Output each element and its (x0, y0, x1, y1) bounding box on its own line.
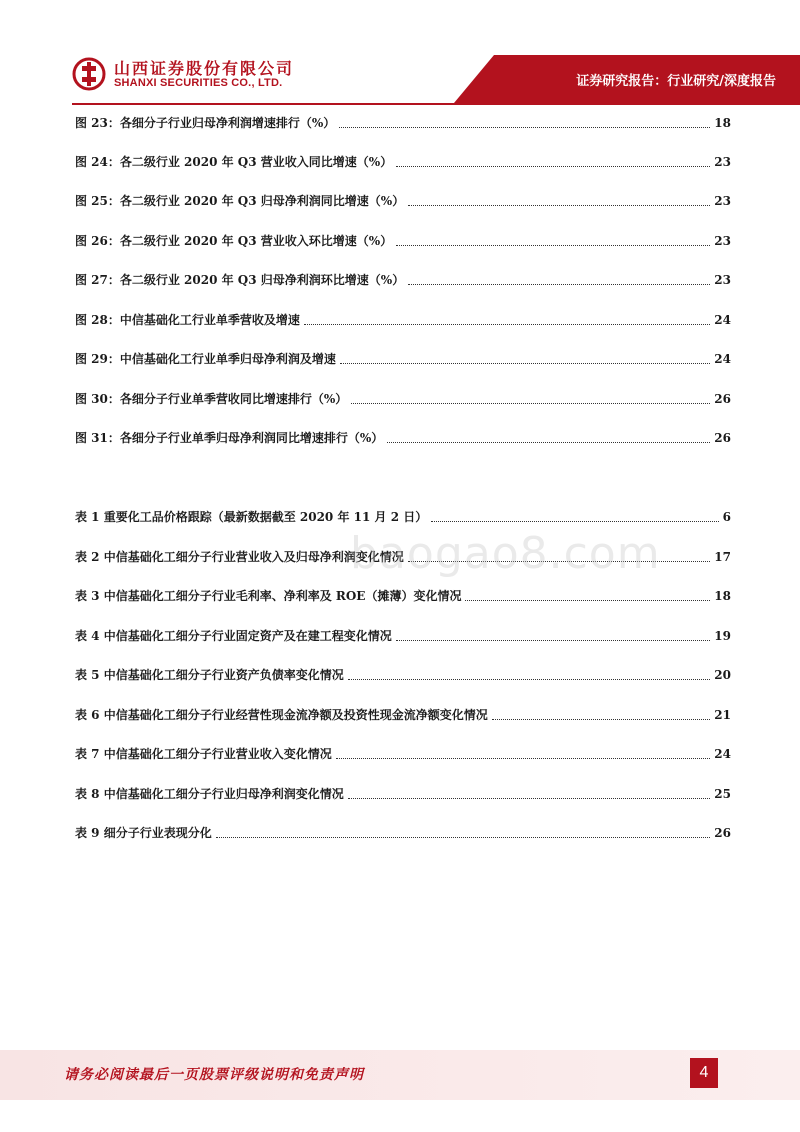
toc-page-number: 19 (714, 629, 731, 643)
toc-leader-dots (396, 166, 710, 167)
toc-leader-dots (431, 521, 718, 522)
toc-page-number: 21 (714, 708, 731, 722)
toc-leader-dots (339, 127, 710, 128)
company-name-cn: 山西证券股份有限公司 (114, 59, 295, 78)
page-number: 4 (690, 1058, 718, 1088)
toc-page-number: 23 (714, 194, 731, 208)
toc-entry[interactable] (75, 627, 731, 647)
page-header (0, 0, 800, 112)
toc-label: 图 27：各二级行业 2020 年 Q3 归母净利润环比增速（%） (75, 273, 405, 287)
toc-label: 图 26：各二级行业 2020 年 Q3 营业收入环比增速（%） (75, 234, 393, 248)
toc-page-number: 18 (714, 116, 731, 130)
toc-entry[interactable] (75, 192, 731, 212)
toc-leader-dots (396, 245, 710, 246)
toc-leader-dots (465, 600, 710, 601)
toc-leader-dots (387, 442, 710, 443)
toc-page-number: 24 (714, 747, 731, 761)
toc-entry[interactable] (75, 232, 731, 252)
toc-label: 表 1 重要化工品价格跟踪（最新数据截至 2020 年 11 月 2 日） (75, 510, 428, 524)
toc-leader-dots (336, 758, 711, 759)
toc-page-number: 23 (714, 273, 731, 287)
toc-leader-dots (396, 640, 711, 641)
toc-label: 表 3 中信基础化工细分子行业毛利率、净利率及 ROE（摊薄）变化情况 (75, 589, 462, 603)
toc-entry[interactable] (75, 824, 731, 844)
toc-leader-dots (492, 719, 711, 720)
toc-page-number: 23 (714, 155, 731, 169)
watermark: baogao8.com (350, 528, 661, 579)
toc-page-number: 17 (714, 550, 731, 564)
footer-disclaimer: 请务必阅读最后一页股票评级说明和免责声明 (64, 1067, 364, 1083)
toc-entry[interactable] (75, 311, 731, 331)
toc-page-number: 20 (714, 668, 731, 682)
toc-label: 表 5 中信基础化工细分子行业资产负债率变化情况 (75, 668, 344, 682)
toc-entry[interactable] (75, 666, 731, 686)
toc-leader-dots (348, 798, 711, 799)
toc-page-number: 25 (714, 787, 731, 801)
toc-page-number: 6 (722, 510, 731, 524)
company-name-en: SHANXI SECURITIES CO., LTD. (114, 77, 283, 89)
toc-leader-dots (216, 837, 711, 838)
shanxi-securities-logo-icon (72, 57, 106, 91)
toc-page-number: 26 (714, 826, 731, 840)
toc-leader-dots (408, 205, 710, 206)
toc-entry[interactable] (75, 587, 731, 607)
toc-label: 图 30：各细分子行业单季营收同比增速排行（%） (75, 392, 348, 406)
toc-leader-dots (348, 679, 711, 680)
toc-entry[interactable] (75, 745, 731, 765)
toc-page-number: 24 (714, 352, 731, 366)
toc-label: 图 29：中信基础化工行业单季归母净利润及增速 (75, 352, 336, 366)
toc-entry[interactable] (75, 429, 731, 449)
toc-label: 图 25：各二级行业 2020 年 Q3 归母净利润同比增速（%） (75, 194, 405, 208)
toc-label: 表 4 中信基础化工细分子行业固定资产及在建工程变化情况 (75, 629, 392, 643)
toc-entry[interactable] (75, 785, 731, 805)
toc-entry[interactable] (75, 706, 731, 726)
toc-label: 表 6 中信基础化工细分子行业经营性现金流净额及投资性现金流净额变化情况 (75, 708, 488, 722)
toc-label: 图 24：各二级行业 2020 年 Q3 营业收入同比增速（%） (75, 155, 393, 169)
toc-label: 表 8 中信基础化工细分子行业归母净利润变化情况 (75, 787, 344, 801)
toc-label: 图 28：中信基础化工行业单季营收及增速 (75, 313, 300, 327)
toc-entry[interactable] (75, 508, 731, 528)
header-rule (72, 103, 800, 105)
toc-label: 图 31：各细分子行业单季归母净利润同比增速排行（%） (75, 431, 384, 445)
toc-entry[interactable] (75, 271, 731, 291)
toc-entry[interactable] (75, 114, 731, 134)
toc-label: 表 7 中信基础化工细分子行业营业收入变化情况 (75, 747, 332, 761)
toc-leader-dots (351, 403, 710, 404)
toc-page-number: 18 (714, 589, 731, 603)
toc-leader-dots (340, 363, 710, 364)
toc-page-number: 26 (714, 392, 731, 406)
toc-entry[interactable] (75, 153, 731, 173)
toc-page-number: 23 (714, 234, 731, 248)
toc-leader-dots (408, 284, 710, 285)
toc-leader-dots (304, 324, 710, 325)
toc-entry[interactable] (75, 350, 731, 370)
toc-label: 表 2 中信基础化工细分子行业营业收入及归母净利润变化情况 (75, 550, 404, 564)
toc-entry[interactable] (75, 390, 731, 410)
toc-label: 图 23：各细分子行业归母净利润增速排行（%） (75, 116, 336, 130)
toc-label: 表 9 细分子行业表现分化 (75, 826, 212, 840)
toc-page-number: 26 (714, 431, 731, 445)
report-type: 证券研究报告：行业研究/深度报告 (576, 74, 776, 89)
toc-page-number: 24 (714, 313, 731, 327)
